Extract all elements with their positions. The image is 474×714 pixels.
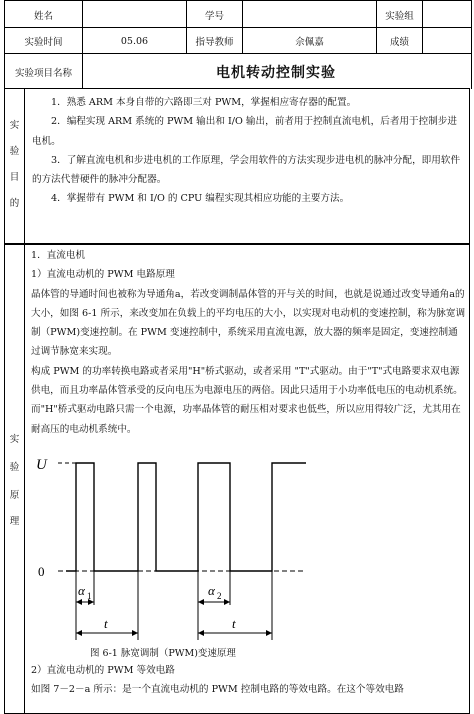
figure-label-zero: 0 <box>38 564 45 579</box>
principle-side-char: 原 <box>9 490 20 501</box>
purpose-item: 4．掌握带有 PWM 和 I/O 的 CPU 编程实现其相应功能的主要方法。 <box>51 193 350 205</box>
figure-label-u: U <box>36 457 47 473</box>
purpose-section <box>4 88 470 244</box>
time-label: 实验时间 <box>5 28 83 54</box>
paragraph: 晶体管的导通时间也被称为导通角a，若改变调制晶体管的开与关的时间，也就是说通过改变导通角a的大小，如图 6-1 所示，来改变加在负载上的平均电压的大小，以实现对电动机的变速控制，称为脉宽调制（PWM)变速控制。在 PWM 变速控制中，系统采用直流电源，放大器的频率是固定，变速控制通过调节脉宽来实现。 <box>31 288 466 358</box>
figure-caption: 图 6-1 脉宽调制（PWM)变速原理 <box>90 648 236 659</box>
principle-side-label <box>5 245 25 713</box>
pwm-waveform-figure <box>26 455 306 645</box>
principle-text <box>31 246 466 439</box>
group-field <box>423 1 469 28</box>
figure-label-t1: t <box>104 616 108 631</box>
figure-label-alpha2: α <box>208 583 215 598</box>
purpose-item: 2．编程实现 ARM 系统的 PWM 输出和 I/O 输出，前者用于控制直流电机，后者用于控制步进电机。 <box>32 116 457 147</box>
score-label: 成绩 <box>377 28 423 54</box>
subsection-heading: 1）直流电动机的 PWM 电路原理 <box>31 269 175 281</box>
principle-text-continued <box>31 661 466 700</box>
purpose-item: 1．熟悉 ARM 本身自带的六路即三对 PWM，掌握相应寄存器的配置。 <box>51 97 357 108</box>
principle-side-char: 实 <box>9 434 20 445</box>
group-label: 实验组 <box>377 1 423 28</box>
teacher-field: 佘佩嘉 <box>243 28 377 54</box>
section-heading: 1．直流电机 <box>31 250 86 261</box>
figure-label-alpha2-sub: 2 <box>217 591 222 601</box>
paragraph: 构成 PWM 的功率转换电路或者采用"H"桥式驱动，或者采用 "T"式驱动。由于"T"式电路要求双电源供电，而且功率晶体管承受的反向电压为电源电压的两倍。因此只适用于小功率低电压的电动机系统。而"H"桥式驱动电路只需一个电源，功率晶体管的耐压相对要求也低些，所以应用得较广泛，尤其用在耐高压的电动机系统中。 <box>31 365 463 435</box>
figure-label-t2: t <box>232 616 236 631</box>
purpose-side-char: 实 <box>9 120 20 131</box>
principle-side-char: 理 <box>9 516 20 527</box>
principle-side-char: 验 <box>9 462 20 473</box>
header-row-2 <box>4 27 472 54</box>
project-label: 实验项目名称 <box>5 54 83 89</box>
figure-label-alpha1: α <box>78 583 85 598</box>
student-no-label: 学号 <box>187 1 243 28</box>
purpose-list <box>32 93 463 209</box>
teacher-label: 指导教师 <box>187 28 243 54</box>
subsection-heading: 2）直流电动机的 PWM 等效电路 <box>31 665 175 676</box>
purpose-side-label <box>5 89 25 243</box>
purpose-item: 3．了解直流电机和步进电机的工作原理，学会用软件的方法实现步进电机的脉冲分配，即用软件的方法代替硬件的脉冲分配器。 <box>32 154 461 186</box>
time-field: 05.06 <box>83 28 187 54</box>
score-field <box>423 28 469 54</box>
name-field <box>83 1 187 28</box>
figure-label-alpha1-sub: 1 <box>87 591 92 601</box>
header-row-1 <box>4 0 472 28</box>
name-label: 姓名 <box>5 1 83 28</box>
purpose-side-char: 的 <box>9 198 20 209</box>
purpose-side-char: 验 <box>9 146 20 157</box>
header-row-3 <box>4 53 472 89</box>
purpose-side-char: 目 <box>9 172 20 183</box>
project-title: 电机转动控制实验 <box>216 64 336 81</box>
student-no-field <box>243 1 377 28</box>
paragraph: 如图 7－2－a 所示：是一个直流电动机的 PWM 控制电路的等效电路。在这个等效电路 <box>31 684 404 696</box>
